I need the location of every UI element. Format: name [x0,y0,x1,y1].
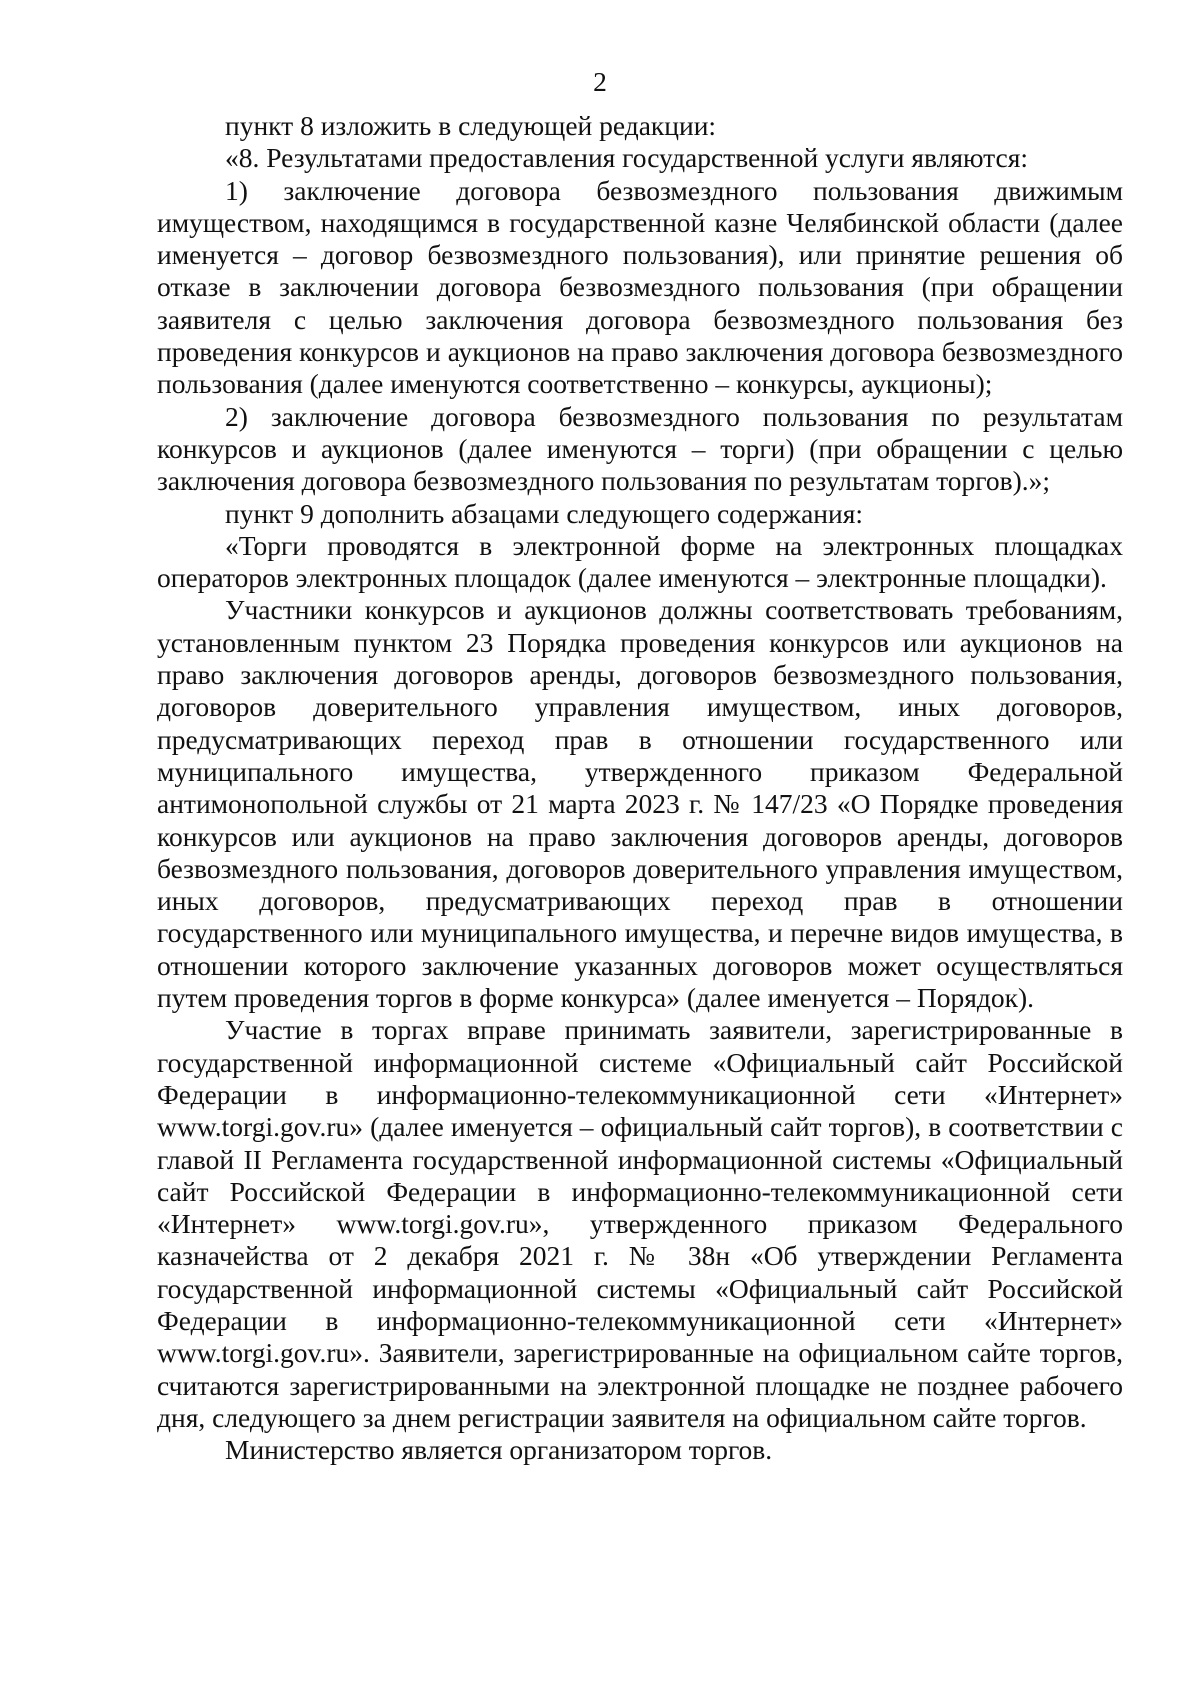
paragraph: Участники конкурсов и аукционов должны соответствовать требованиям, установленным пунктом 23 Порядка проведения конкурсов или аукционов на право заключения договоров аренды, договоров безвозмездного пользования, договоров доверительного управления имуществом, иных договоров, предусматривающих переход прав в отношении государственного или муниципального имущества, утвержденного приказом Федеральной антимонопольной службы от 21 марта 2023 г. № 147/23 «О Порядке проведения конкурсов или аукционов на право заключения договоров аренды, договоров безвозмездного пользования, договоров доверительного управления имуществом, иных договоров, предусматривающих переход прав в отношении государственного или муниципального имущества, и перечне видов имущества, в отношении которого заключение указанных договоров может осуществляться путем проведения торгов в форме конкурса» (далее именуется – Порядок). [157,594,1123,1014]
paragraph: «Торги проводятся в электронной форме на электронных площадках операторов электронных площадок (далее именуются – электронные площадки). [157,529,1123,594]
paragraph: пункт 8 изложить в следующей редакции: [225,110,717,141]
paragraph: Участие в торгах вправе принимать заявители, зарегистрированные в государственной информационной системе «Официальный сайт Российской Федерации в информационно-телекоммуникационной сети «Интернет» www.torgi.gov.ru» (далее именуется – официальный сайт торгов), в соответствии с главой II Регламента государственной информационной системы «Официальный сайт Российской Федерации в информационно-телекоммуникационной сети «Интернет» www.torgi.gov.ru», утвержденного приказом Федерального казначейства от 2 декабря 2021 г. № 38н «Об утверждении Регламента государственной информационной системы «Официальный сайт Российской Федерации в информационно-телекоммуникационной сети «Интернет» www.torgi.gov.ru». Заявители, зарегистрированные на официальном сайте торгов, считаются зарегистрированными на электронной площадке не позднее рабочего дня, следующего за днем регистрации заявителя на официальном сайте торгов. [157,1014,1123,1433]
page-number: 2 [593,66,607,97]
paragraph: пункт 9 дополнить абзацами следующего содержания: [225,497,864,529]
paragraph: 1) заключение договора безвозмездного пользования движимым имуществом, находящимся в государственной казне Челябинской области (далее именуется – договор безвозмездного пользования), или принятие решения об отказе в заключении договора безвозмездного пользования (при обращении заявителя с целью заключения договора безвозмездного пользования без проведения конкурсов и аукционов на право заключения договора безвозмездного пользования (далее именуются соответственно – конкурсы, аукционы); [157,174,1123,400]
document-body [157,110,1123,1466]
paragraph: 2) заключение договора безвозмездного пользования по результатам конкурсов и аукционов (далее именуются – торги) (при обращении с целью заключения договора безвозмездного пользования по результатам торгов).»; [157,400,1123,497]
paragraph: Министерство является организатором торгов. [225,1434,773,1466]
paragraph: «8. Результатами предоставления государственной услуги являются: [225,142,1029,174]
